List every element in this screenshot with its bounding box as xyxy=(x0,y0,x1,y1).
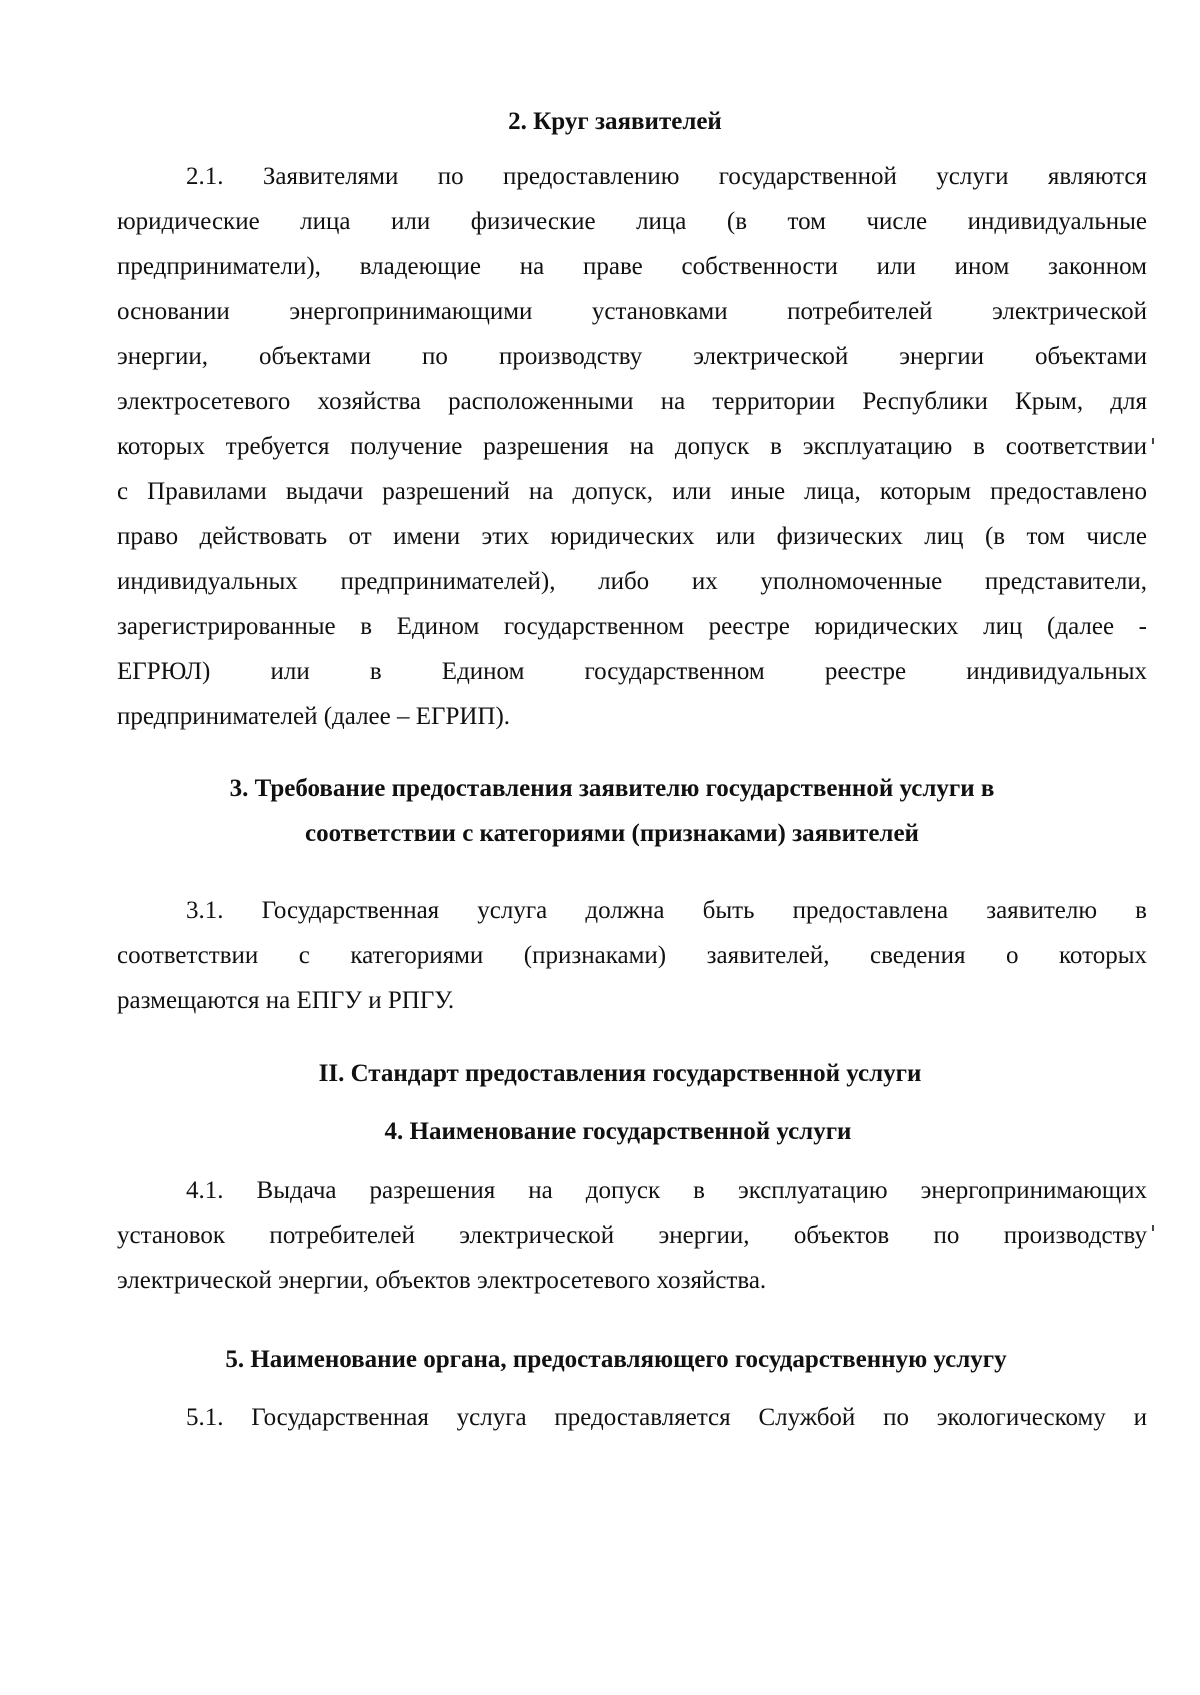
paragraph-3-1-line: соответствии с категориями (признаками) заявителей, сведения о которых xyxy=(117,942,1147,969)
paragraph-2-1-line: которых требуется получение разрешения на допуск в эксплуатацию в соответствии xyxy=(117,433,1147,460)
paragraph-2-1-line: предпринимателей (далее – ЕГРИП). xyxy=(117,703,511,730)
paragraph-4-1-line: 4.1. Выдача разрешения на допуск в эксплуатацию энергопринимающих xyxy=(186,1177,1147,1204)
paragraph-2-1-line: основании энергопринимающими установками потребителей электрической xyxy=(117,298,1147,325)
paragraph-3-1-line: 3.1. Государственная услуга должна быть предоставлена заявителю в xyxy=(186,897,1147,924)
paragraph-2-1-line: предприниматели), владеющие на праве собственности или ином законном xyxy=(117,253,1147,280)
paragraph-2-1-line: индивидуальных предпринимателей), либо их уполномоченные представители, xyxy=(117,568,1147,595)
paragraph-4-1-line: электрической энергии, объектов электросетевого хозяйства. xyxy=(117,1267,767,1294)
paragraph-2-1-line: электросетевого хозяйства расположенными на территории Республики Крым, для xyxy=(117,388,1147,415)
part-2-heading: II. Стандарт предоставления государственной услуги xyxy=(318,1060,922,1087)
scan-artifact xyxy=(1152,438,1154,444)
section-3-heading-line-1: 3. Требование предоставления заявителю государственной услуги в xyxy=(229,775,995,802)
paragraph-5-1-line: 5.1. Государственная услуга предоставляется Службой по экологическому и xyxy=(186,1404,1147,1431)
paragraph-2-1-line: энергии, объектами по производству электрической энергии объектами xyxy=(117,343,1147,370)
section-5-heading: 5. Наименование органа, предоставляющего государственную услугу xyxy=(225,1346,1007,1373)
paragraph-3-1-line: размещаются на ЕПГУ и РПГУ. xyxy=(117,987,455,1014)
paragraph-2-1-line: ЕГРЮЛ) или в Едином государственном реестре индивидуальных xyxy=(117,658,1147,685)
paragraph-4-1-line: установок потребителей электрической энергии, объектов по производству xyxy=(117,1222,1147,1249)
section-2-heading: 2. Круг заявителей xyxy=(508,108,722,135)
paragraph-2-1-line: 2.1. Заявителями по предоставлению государственной услуги являются xyxy=(186,163,1147,190)
scan-artifact xyxy=(1152,1225,1154,1231)
paragraph-2-1-line: зарегистрированные в Едином государственном реестре юридических лиц (далее - xyxy=(117,613,1147,640)
section-3-heading-line-2: соответствии с категориями (признаками) заявителей xyxy=(305,820,919,847)
section-4-heading: 4. Наименование государственной услуги xyxy=(384,1118,852,1145)
paragraph-2-1-line: право действовать от имени этих юридических или физических лиц (в том числе xyxy=(117,523,1147,550)
paragraph-2-1-line: с Правилами выдачи разрешений на допуск, или иные лица, которым предоставлено xyxy=(117,478,1147,505)
paragraph-2-1-line: юридические лица или физические лица (в том числе индивидуальные xyxy=(117,208,1147,235)
